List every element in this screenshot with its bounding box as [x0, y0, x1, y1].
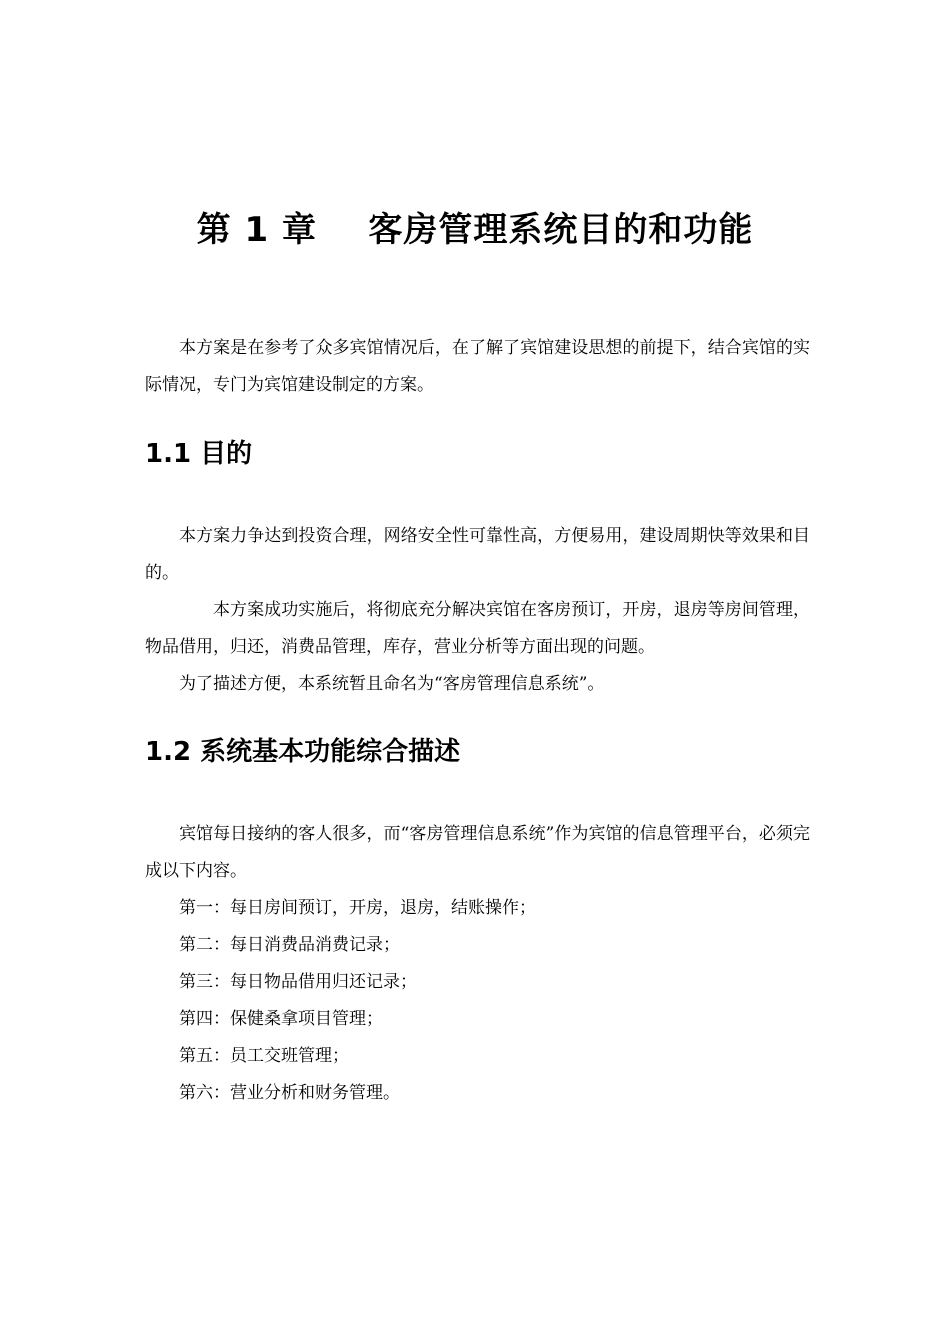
section-heading-1-2: 1.2 系统基本功能综合描述	[145, 737, 461, 767]
function-list-item: 第三：每日物品借用归还记录；	[179, 972, 417, 992]
function-list-item: 第一：每日房间预订，开房，退房，结账操作；	[179, 898, 536, 918]
intro-paragraph: 本方案是在参考了众多宾馆情况后，在了解了宾馆建设思想的前提下，结合宾馆的实际情况，专门为宾馆建设制定的方案。	[145, 338, 810, 395]
section-1-1-paragraph: 为了描述方便，本系统暂且命名为“客房管理信息系统”。	[179, 674, 605, 694]
section-1-1-body	[145, 518, 810, 703]
section-1-1-paragraph: 本方案成功实施后，将彻底充分解决宾馆在客房预订，开房，退房等房间管理，物品借用，归还，消费品管理，库存，营业分析等方面出现的问题。	[145, 600, 810, 657]
section-1-2-body	[145, 816, 810, 1112]
function-list-item: 第四：保健桑拿项目管理；	[179, 1009, 383, 1029]
chapter-title: 第 1 章 客房管理系统目的和功能	[196, 210, 754, 250]
section-heading-1-1: 1.1 目的	[145, 439, 253, 469]
section-1-1-paragraph: 本方案力争达到投资合理，网络安全性可靠性高，方便易用，建设周期快等效果和目的。	[145, 526, 810, 583]
function-list-item: 第五：员工交班管理；	[179, 1046, 349, 1066]
intro-block	[145, 330, 810, 404]
section-1-2-paragraph: 宾馆每日接纳的客人很多，而“客房管理信息系统”作为宾馆的信息管理平台，必须完成以下内容。	[145, 824, 810, 881]
function-list-item: 第六：营业分析和财务管理。	[179, 1083, 400, 1103]
function-list-item: 第二：每日消费品消费记录；	[179, 935, 400, 955]
